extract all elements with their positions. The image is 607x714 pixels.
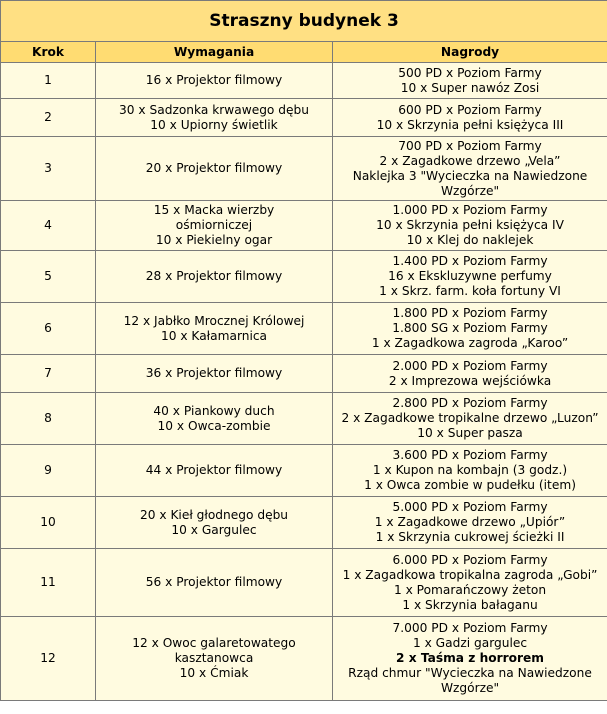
requirement-line: 12 x Jabłko Mrocznej Królowej [123,313,305,328]
header-rewards: Nagrody [333,42,607,63]
reward-line: 6.000 PD x Poziom Farmy [392,552,548,567]
reward-line: 2.800 PD x Poziom Farmy [392,396,548,410]
reward-line: 2 x Taśma z horrorem [396,651,544,665]
step-cell: 3 [1,137,96,201]
header-row [1,42,607,63]
step-cell: 4 [1,201,96,251]
reward-line: 10 x Skrzynia pełni księżyca III [376,117,564,132]
requirement-line: 20 x Projektor filmowy [145,161,283,175]
rewards-cell [333,303,607,355]
reward-line: 1.800 PD x Poziom Farmy [392,306,548,320]
rewards-cell [333,549,607,617]
table-row [1,393,607,445]
reward-line: 1 x Gadzi gargulec [412,636,528,650]
requirements-cell [96,137,333,201]
rewards-cell [333,393,607,445]
requirements-cell [96,497,333,549]
requirements-cell [96,355,333,393]
reward-line: 1.800 SG x Poziom Farmy [392,321,548,335]
reward-line: 10 x Skrzynia pełni księżyca IV [376,218,564,232]
reward-line: 1 x Skrz. farm. koła fortuny VI [379,284,561,298]
table-title: Straszny budynek 3 [1,1,607,42]
requirement-line: 10 x Piekielny ogar [155,233,273,247]
table-row [1,99,607,137]
reward-line: 1 x Kupon na kombajn (3 godz.) [372,463,568,477]
reward-line: 2 x Zagadkowe tropikalne drzewo „Luzon” [341,411,599,425]
reward-line: 7.000 PD x Poziom Farmy [392,621,548,635]
requirement-line: 28 x Projektor filmowy [145,269,283,283]
requirements-cell [96,617,333,701]
requirement-line: 40 x Piankowy duch [153,403,275,418]
reward-line: 2.000 PD x Poziom Farmy [392,358,548,373]
requirements-cell [96,99,333,137]
header-step: Krok [1,42,96,63]
table-row [1,251,607,303]
table-row [1,137,607,201]
requirement-line: 10 x Gargulec [171,522,257,537]
requirement-line: 56 x Projektor filmowy [145,575,283,589]
title-row [1,1,607,42]
requirement-line: 10 x Owca-zombie [157,418,271,433]
requirements-cell [96,445,333,497]
requirement-line: 10 x Upiorny świetlik [150,117,278,132]
reward-line: 1.000 PD x Poziom Farmy [392,203,548,217]
requirement-line: 10 x Ćmiak [179,666,249,680]
reward-line: 1 x Zagadkowa zagroda „Karoo” [371,336,569,350]
step-cell: 6 [1,303,96,355]
reward-line: 500 PD x Poziom Farmy [398,65,542,80]
requirement-line: 15 x Macka wierzby [153,203,275,217]
step-cell: 8 [1,393,96,445]
rewards-cell [333,201,607,251]
requirements-cell [96,201,333,251]
reward-line: 2 x Imprezowa wejściówka [388,373,552,388]
reward-line: 10 x Super pasza [417,426,523,440]
step-cell: 9 [1,445,96,497]
table-row [1,549,607,617]
reward-line: 2 x Zagadkowe drzewo „Vela” [379,153,561,168]
reward-line: 1 x Skrzynia cukrowej ścieżki II [375,530,565,544]
requirements-cell [96,63,333,99]
requirement-line: 12 x Owoc galaretowatego [132,636,296,650]
rewards-cell [333,355,607,393]
rewards-cell [333,99,607,137]
reward-line: 1 x Pomarańczowy żeton [393,582,547,597]
table-row [1,617,607,701]
reward-line: 5.000 PD x Poziom Farmy [392,500,548,514]
requirements-cell [96,303,333,355]
table-row [1,201,607,251]
requirement-line: 30 x Sadzonka krwawego dębu [119,102,309,117]
requirement-line: 10 x Kałamarnica [160,328,268,343]
rewards-cell [333,63,607,99]
rewards-cell [333,617,607,701]
step-cell: 7 [1,355,96,393]
table-body [1,63,607,701]
reward-line: Wzgórze" [440,183,500,198]
reward-line: 3.600 PD x Poziom Farmy [392,448,548,462]
reward-line: 700 PD x Poziom Farmy [398,138,542,153]
step-cell: 5 [1,251,96,303]
rewards-cell [333,445,607,497]
requirement-line: kasztanowca [174,651,254,665]
reward-line: 1 x Skrzynia bałaganu [402,597,538,612]
step-cell: 12 [1,617,96,701]
rewards-cell [333,137,607,201]
requirements-cell [96,549,333,617]
step-cell: 1 [1,63,96,99]
reward-line: 1 x Zagadkowe drzewo „Upiór” [374,515,566,529]
requirement-line: 20 x Kieł głodnego dębu [139,507,289,522]
reward-line: Rząd chmur "Wycieczka na Nawiedzone [348,666,592,680]
table-row [1,355,607,393]
reward-line: Wzgórze" [440,681,500,695]
step-cell: 11 [1,549,96,617]
table-row [1,63,607,99]
table-row [1,445,607,497]
reward-line: 10 x Klej do naklejek [406,233,534,247]
requirement-line: 44 x Projektor filmowy [145,463,283,477]
table-row [1,303,607,355]
reward-line: 1.400 PD x Poziom Farmy [392,254,548,268]
rewards-cell [333,497,607,549]
table-row [1,497,607,549]
requirements-cell [96,251,333,303]
reward-line: 600 PD x Poziom Farmy [398,102,542,117]
header-requirements: Wymagania [96,42,333,63]
reward-line: 10 x Super nawóz Zosi [400,80,540,95]
reward-line: 1 x Zagadkowa tropikalna zagroda „Gobi” [342,567,598,582]
rewards-cell [333,251,607,303]
step-cell: 10 [1,497,96,549]
reward-line: 16 x Ekskluzywne perfumy [388,269,552,283]
requirements-cell [96,393,333,445]
step-cell: 2 [1,99,96,137]
requirement-line: 16 x Projektor filmowy [145,73,283,87]
reward-line: 1 x Owca zombie w pudełku (item) [364,478,576,492]
requirement-line: 36 x Projektor filmowy [145,366,283,380]
reward-line: Naklejka 3 "Wycieczka na Nawiedzone [352,168,588,183]
requirement-line: ośmiorniczej [175,218,253,232]
